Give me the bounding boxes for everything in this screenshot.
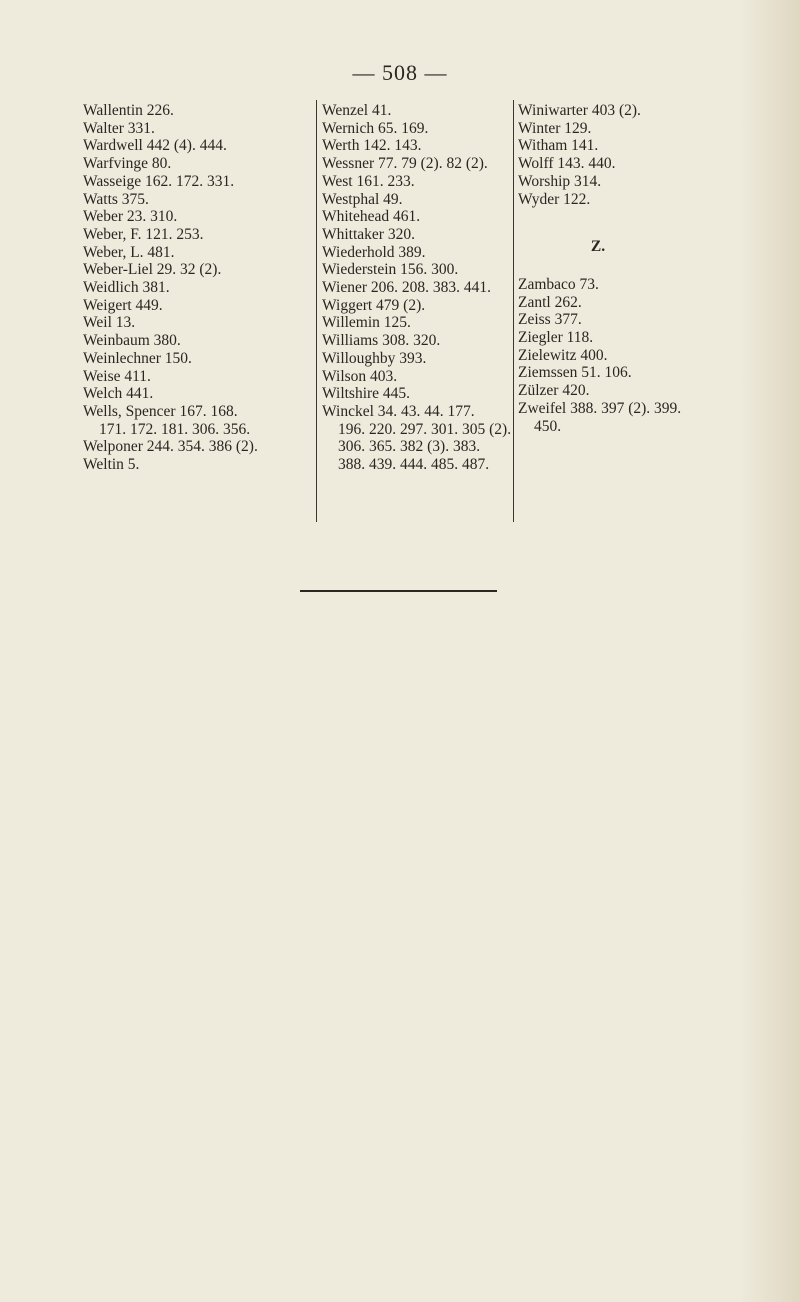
index-entry: Witham 141.: [518, 137, 599, 155]
index-entry: Westphal 49.: [322, 190, 403, 208]
index-entry-continuation: 388. 439. 444. 485. 487.: [338, 456, 490, 474]
index-entry: Wiener 206. 208. 383. 441.: [322, 279, 491, 297]
index-entry-continuation: 450.: [534, 417, 562, 435]
index-entry: Welponer 244. 354. 386 (2).: [83, 438, 258, 456]
index-entry: Willoughby 393.: [322, 349, 427, 367]
index-entry: Warfvinge 80.: [83, 155, 172, 173]
index-entry: Weigert 449.: [83, 296, 163, 314]
index-entry-continuation: 306. 365. 382 (3). 383.: [338, 438, 481, 456]
index-entry: Wiederhold 389.: [322, 243, 426, 261]
page-number: — 508 —: [352, 60, 448, 85]
index-entry: Zantl 262.: [518, 293, 582, 311]
index-column-2: [322, 102, 514, 474]
index-entry: Worship 314.: [518, 172, 602, 190]
index-entry: Wells, Spencer 167. 168.: [83, 402, 238, 420]
index-entry: West 161. 233.: [322, 172, 415, 190]
index-entry: Walter 331.: [83, 119, 155, 137]
index-entry: Wiltshire 445.: [322, 385, 411, 403]
index-entry: Ziemssen 51. 106.: [518, 364, 632, 382]
index-entry: Weber-Liel 29. 32 (2).: [83, 261, 222, 279]
index-entry: Welch 441.: [83, 385, 154, 403]
index-entry: Werth 142. 143.: [322, 137, 422, 155]
index-entry: Williams 308. 320.: [322, 332, 441, 350]
index-entry: Weidlich 381.: [83, 279, 170, 297]
index-entry-continuation: 196. 220. 297. 301. 305 (2).: [338, 420, 512, 438]
index-entry: Zambaco 73.: [518, 275, 599, 293]
index-entry: Wernich 65. 169.: [322, 119, 429, 137]
index-entry: Wiederstein 156. 300.: [322, 261, 459, 279]
index-entry: Zülzer 420.: [518, 382, 590, 400]
index-entry: Wiggert 479 (2).: [322, 296, 426, 314]
index-entry: Weil 13.: [83, 314, 136, 332]
index-entry: Wilson 403.: [322, 367, 398, 385]
index-entry: Winiwarter 403 (2).: [518, 102, 641, 119]
index-entry: Weltin 5.: [83, 456, 140, 474]
section-letter-heading: Z.: [590, 238, 606, 256]
index-entry: Weber, L. 481.: [83, 243, 175, 261]
index-entry: Weise 411.: [83, 367, 151, 385]
end-rule: [300, 590, 497, 592]
index-entry: Weber 23. 310.: [83, 208, 178, 226]
index-entry: Wasseige 162. 172. 331.: [83, 172, 235, 190]
column-divider-left: [316, 100, 317, 522]
index-entry: Zielewitz 400.: [518, 346, 608, 364]
index-entry-continuation: 171. 172. 181. 306. 356.: [99, 420, 251, 438]
index-entry: Whittaker 320.: [322, 225, 415, 243]
index-entry: Wardwell 442 (4). 444.: [83, 137, 227, 155]
index-entry: Weinbaum 380.: [83, 332, 181, 350]
index-entry: Winter 129.: [518, 119, 592, 137]
index-entry: Wolff 143. 440.: [518, 155, 616, 173]
index-entry: Wyder 122.: [518, 190, 591, 208]
index-entry: Wenzel 41.: [322, 102, 392, 119]
index-entry: Watts 375.: [83, 190, 149, 208]
index-entry: Wallentin 226.: [83, 102, 174, 119]
index-entry: Willemin 125.: [322, 314, 411, 332]
index-entry: Winckel 34. 43. 44. 177.: [322, 402, 475, 420]
index-entry: Weber, F. 121. 253.: [83, 225, 204, 243]
index-entry: Zeiss 377.: [518, 311, 582, 329]
index-column-3: [518, 102, 798, 435]
index-entry: Whitehead 461.: [322, 208, 421, 226]
index-column-1: [83, 102, 315, 474]
index-entry: Wessner 77. 79 (2). 82 (2).: [322, 155, 488, 173]
index-entry: Ziegler 118.: [518, 329, 594, 347]
index-entry: Zweifel 388. 397 (2). 399.: [518, 399, 682, 417]
index-entry: Weinlechner 150.: [83, 349, 192, 367]
